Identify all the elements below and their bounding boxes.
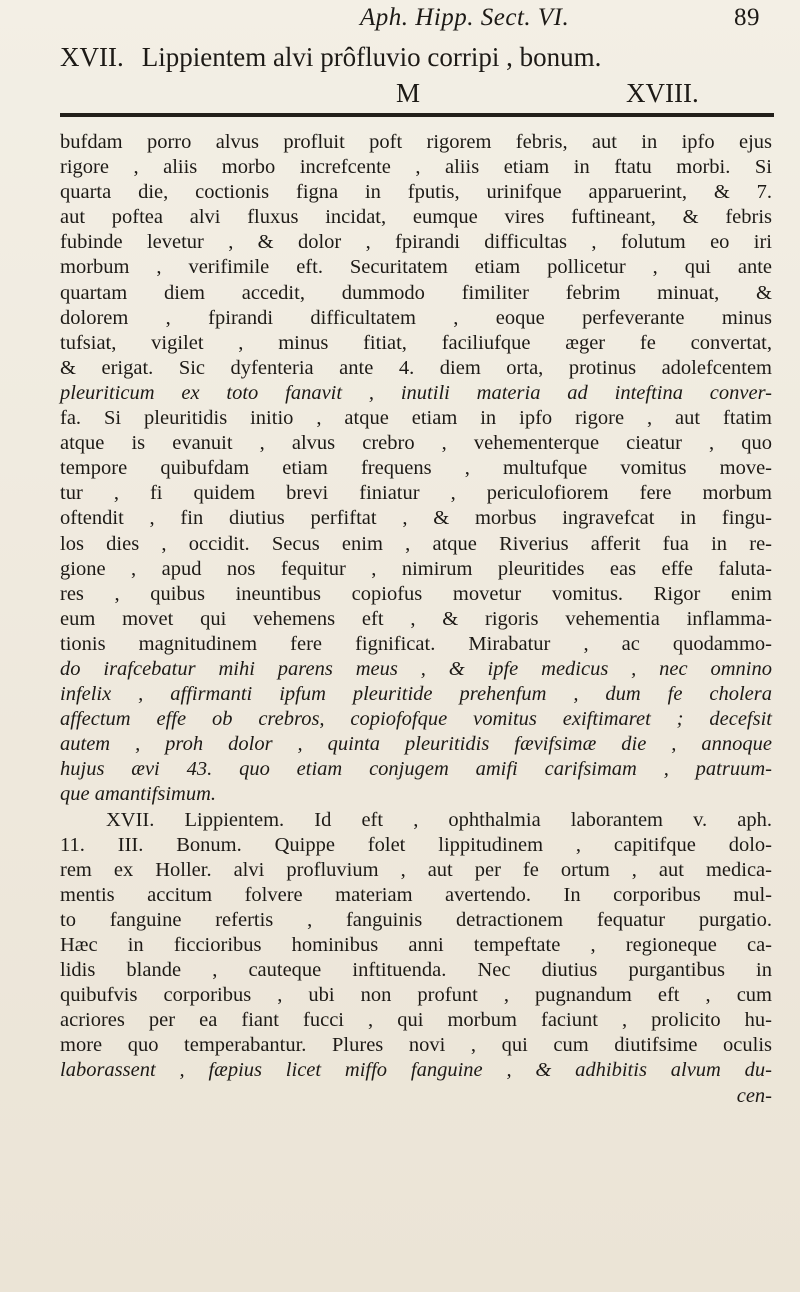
header-rule [60,113,774,117]
text-line: oftendit , fin diutius perfiftat , & morbus ingravefcat in fingu- [60,507,772,530]
signature-mark: M [396,78,421,108]
running-head-title: Aph. Hipp. Sect. VI. [360,4,570,31]
text-line: tempore quibufdam etiam frequens , multufque vomitus move- [60,457,772,480]
text-line: quibufvis corporibus , ubi non profunt , pugnandum eft , cum [60,984,772,1007]
text-line: mentis accitum folvere materiam avertendo. In corporibus mul- [60,883,772,906]
text-line: autem , proh dolor , quinta pleuritidis fævifsimæ die , annoque [60,733,772,756]
commentary-text [60,130,772,1109]
text-line: to fanguine refertis , fanguinis detractionem fequatur purgatio. [60,908,772,931]
page-number: 89 [734,4,760,31]
aphorism-number: XVII. [60,42,124,72]
text-line: do irafcebatur mihi parens meus , & ipfe medicus , nec omnino [60,657,772,680]
text-line: res , quibus ineuntibus copiofus movetur vomitus. Rigor enim [60,582,772,605]
text-line: tionis magnitudinem fere fignificat. Mirabatur , ac quodammo- [60,632,772,655]
text-line: rem ex Holler. alvi profluvium , aut per fe ortum , aut medica- [60,858,772,881]
text-line: quartam diem accedit, dummodo fimiliter febrim minuat, & [60,281,772,304]
text-line: more quo temperabantur. Plures novi , qui cum diutifsime oculis [60,1034,772,1057]
text-line: lidis blande , cauteque inftituenda. Nec diutius purgantibus in [60,959,772,982]
text-line: morbum , verifimile eft. Securitatem etiam pollicetur , qui ante [60,256,772,279]
text-line: aut poftea alvi fluxus incidat, eumque vires fuftineant, & febris [60,206,772,229]
signature-line [60,72,780,108]
text-line: infelix , affirmanti ipfum pleuritide prehenfum , dum fe cholera [60,683,772,706]
catchword: cen- [736,1084,772,1107]
text-line: & erigat. Sic dyfenteria ante 4. diem orta, protinus adolefcentem [60,356,772,379]
text-line: bufdam porro alvus profluit poft rigorem febris, aut in ipfo ejus [60,131,772,153]
text-line: hujus ævi 43. quo etiam conjugem amifi carifsimam , patruum- [60,758,772,781]
text-line: Hæc in ficcioribus hominibus anni tempeftate , regioneque ca- [60,934,772,956]
text-line: fubinde levetur , & dolor , fpirandi difficultas , folutum eo iri [60,231,772,254]
aphorism-summary-text: Lippientem alvi prôfluvio corripi , bonum. [141,42,602,72]
text-line: los dies , occidit. Secus enim , atque Riverius afferit fua in re- [60,532,772,555]
text-line: laborassent , fæpius licet miffo fanguine , & adhibitis alvum du- [60,1059,772,1082]
text-line: pleuriticum ex toto fanavit , inutili materia ad inteftina conver- [60,381,772,404]
text-line: atque is evanuit , alvus crebro , vehementerque cieatur , quo [60,432,772,455]
text-line: tur , fi quidem brevi finiatur , periculofiorem fere morbum [60,482,772,505]
text-line: que amantifsimum. [60,783,217,806]
text-line: affectum effe ob crebros, copiofofque vomitus exiftimaret ; decefsit [60,708,772,731]
text-line: tufsiat, vigilet , minus fitiat, faciliufque æger fe convertat, [60,331,772,354]
text-line: dolorem , fpirandi difficultatem , eoque perfeverante minus [60,306,772,329]
text-line: XVII. Lippientem. Id eft , ophthalmia laborantem v. aph. [106,808,772,831]
text-line: fa. Si pleuritidis initio , atque etiam in ipfo rigore , aut ftatim [60,407,772,430]
text-line: gione , apud nos fequitur , nimirum pleuritides eas effe faluta- [60,557,772,580]
text-line: 11. III. Bonum. Quippe folet lippitudinem , capitifque dolo- [60,833,772,856]
text-line: rigore , aliis morbo increfcente , aliis etiam in ftatu morbi. Si [60,156,772,179]
aphorism-summary [60,42,780,72]
text-line: acriores per ea fiant fucci , qui morbum faciunt , prolicito hu- [60,1009,772,1032]
text-line: eum movet qui vehemens eft , & rigoris vehementia inflamma- [60,607,772,630]
running-head [360,4,760,34]
text-line: quarta die, coctionis figna in fputis, urinifque apparuerint, & 7. [60,181,772,204]
next-aphorism-heading: XVIII. [626,78,699,108]
